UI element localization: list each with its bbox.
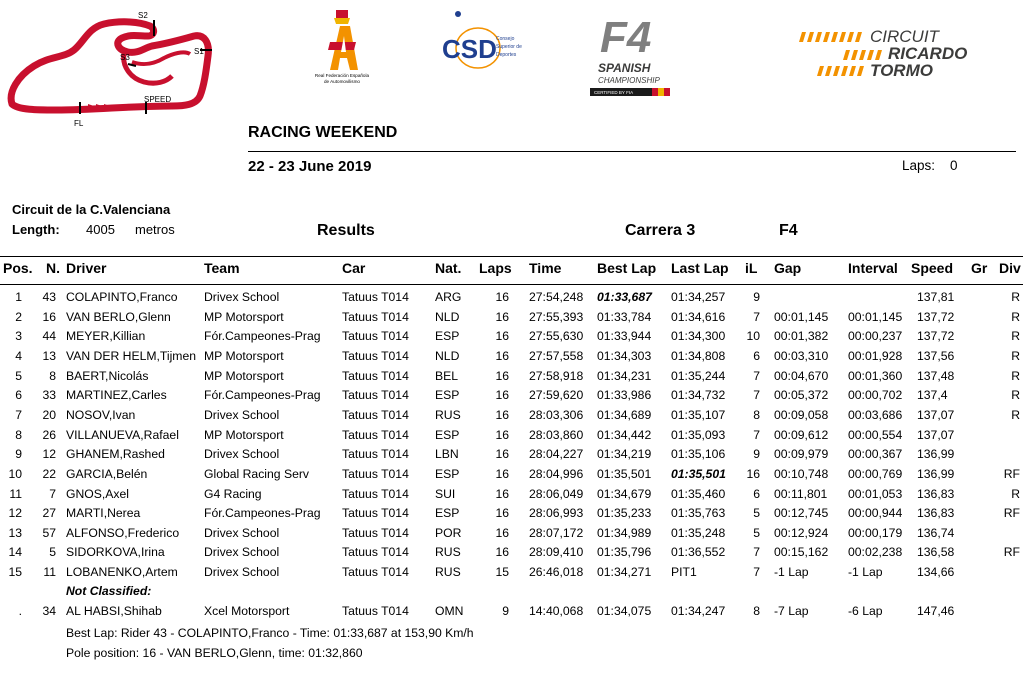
cell-time: 27:59,620	[529, 388, 584, 403]
cell-speed: 134,66	[917, 565, 955, 580]
rfea-logo-icon	[310, 8, 374, 84]
cell-nat: RUS	[435, 545, 461, 560]
cell-last-lap: 01:35,244	[671, 368, 726, 383]
cell-best-lap: 01:34,271	[597, 565, 652, 580]
cell-last-lap: 01:35,093	[671, 427, 726, 442]
cell-nat: RUS	[435, 407, 461, 422]
cell-time: 28:07,172	[529, 525, 584, 540]
cell-div: R	[1011, 368, 1020, 383]
cell-laps: 16	[495, 309, 509, 324]
cell-interval: -6 Lap	[848, 604, 883, 618]
cell-best-lap: 01:34,219	[597, 447, 652, 462]
cell-driver: AL HABSI,Shihab	[66, 604, 162, 618]
cell-car: Tatuus T014	[342, 427, 409, 442]
cell-il: 7	[753, 388, 760, 403]
cell-last-lap: 01:35,460	[671, 486, 726, 501]
cell-il: 6	[753, 348, 760, 363]
cell-num: 43	[42, 290, 56, 304]
cell-team: Fór.Campeones-Prag	[204, 329, 321, 344]
cell-nat: OMN	[435, 604, 464, 618]
cell-time: 28:04,227	[529, 447, 584, 462]
cell-speed: 147,46	[917, 604, 955, 618]
cell-time: 27:54,248	[529, 290, 584, 304]
cell-best-lap: 01:34,231	[597, 368, 652, 383]
cell-gap: -1 Lap	[774, 565, 809, 580]
cell-num: 11	[43, 565, 56, 580]
length-value: 4005	[86, 222, 115, 237]
csd-letters: CSD	[442, 34, 497, 64]
col-gap: Gap	[774, 260, 802, 276]
f4-mark: F4	[600, 13, 652, 62]
cell-interval: 00:01,053	[848, 486, 903, 501]
cell-num: 12	[42, 447, 56, 462]
sector-3-label: S3	[120, 53, 130, 62]
cell-team: MP Motorsport	[204, 309, 284, 324]
col-div: Div	[999, 260, 1021, 276]
cell-last-lap: 01:34,247	[671, 604, 726, 618]
ricardo-word: RICARDO	[888, 44, 968, 63]
cell-time: 26:46,018	[529, 565, 584, 580]
cell-pos: 2	[15, 309, 22, 324]
cell-laps: 16	[495, 329, 509, 344]
cell-laps: 16	[495, 348, 509, 363]
cell-interval: 00:00,944	[848, 506, 903, 521]
cell-team: Drivex School	[204, 525, 280, 540]
cell-laps: 16	[495, 407, 509, 422]
cell-team: Drivex School	[204, 565, 280, 580]
cell-driver: VAN BERLO,Glenn	[66, 309, 171, 324]
cell-car: Tatuus T014	[342, 545, 409, 560]
sector-2-label: S2	[138, 11, 148, 20]
cell-interval: 00:01,145	[848, 309, 903, 324]
cell-il: 8	[753, 407, 760, 422]
category-name: F4	[779, 222, 798, 239]
cell-gap: 00:03,310	[774, 348, 829, 363]
col-num: N.	[46, 260, 60, 276]
cell-il: 10	[746, 329, 760, 344]
cell-last-lap: 01:34,808	[671, 348, 726, 363]
csd-logo-icon	[440, 10, 530, 72]
cell-team: Xcel Motorsport	[204, 604, 290, 618]
cell-interval: 00:00,769	[848, 466, 903, 481]
cell-driver: ALFONSO,Frederico	[66, 525, 180, 540]
col-time: Time	[529, 260, 562, 276]
cell-nat: LBN	[435, 447, 459, 462]
cell-il: 7	[753, 565, 760, 580]
cell-div: RF	[1003, 506, 1020, 521]
col-laps: Laps	[479, 260, 512, 276]
cell-pos: 9	[15, 447, 22, 462]
cell-laps: 16	[495, 545, 509, 560]
cell-pos: 15	[8, 565, 22, 580]
col-team: Team	[204, 260, 240, 276]
cell-num: 8	[49, 368, 56, 383]
circuit-name: Circuit de la C.Valenciana	[12, 202, 171, 217]
cell-team: MP Motorsport	[204, 427, 284, 442]
cell-nat: SUI	[435, 486, 456, 501]
cell-num: 57	[42, 525, 56, 540]
cell-speed: 137,07	[917, 407, 955, 422]
cell-driver: GHANEM,Rashed	[66, 447, 165, 462]
cell-driver: MARTINEZ,Carles	[66, 388, 167, 403]
cell-car: Tatuus T014	[342, 348, 409, 363]
cell-time: 27:57,558	[529, 348, 584, 363]
col-last-lap: Last Lap	[671, 260, 729, 276]
col-best-lap: Best Lap	[597, 260, 657, 276]
cell-nat: ESP	[435, 388, 460, 403]
cell-gap: 00:09,612	[774, 427, 829, 442]
cell-gap: 00:01,382	[774, 329, 829, 344]
cell-car: Tatuus T014	[342, 290, 409, 304]
f4-spanish-championship-logo-icon	[586, 6, 694, 100]
cell-div: RF	[1003, 466, 1020, 481]
circuit-word: CIRCUIT	[870, 27, 939, 46]
cell-time: 27:58,918	[529, 368, 584, 383]
cell-best-lap: 01:35,796	[597, 545, 652, 560]
cell-interval: 00:02,238	[848, 545, 903, 560]
best-lap-note: Best Lap: Rider 43 - COLAPINTO,Franco - Time: 01:33,687 at 153,90 Km/h	[66, 626, 474, 640]
cell-pos: 8	[15, 427, 22, 442]
cell-time: 27:55,630	[529, 329, 584, 344]
cell-best-lap: 01:33,687	[597, 290, 652, 304]
cell-last-lap: PIT1	[671, 565, 697, 580]
cell-interval: 00:00,367	[848, 447, 903, 462]
cell-pos: 14	[8, 545, 22, 560]
cell-driver: GARCIA,Belén	[66, 466, 148, 481]
cell-nat: BEL	[435, 368, 459, 383]
cell-nat: POR	[435, 525, 462, 540]
cell-driver: MEYER,Killian	[66, 329, 146, 344]
cell-il: 8	[753, 604, 760, 618]
cell-nat: ARG	[435, 290, 462, 304]
cell-car: Tatuus T014	[342, 565, 409, 580]
cell-last-lap: 01:34,300	[671, 329, 726, 344]
cell-nat: RUS	[435, 565, 461, 580]
rfea-caption-1: Real Federación Española	[314, 73, 370, 78]
cell-gap: 00:11,801	[774, 486, 828, 501]
cell-team: Fór.Campeones-Prag	[204, 506, 321, 521]
cell-best-lap: 01:35,501	[597, 466, 652, 481]
laps-value: 0	[950, 158, 958, 173]
cell-last-lap: 01:34,732	[671, 388, 726, 403]
circuit-ricardo-tormo-logo-icon	[796, 24, 1010, 80]
cell-num: 44	[42, 329, 56, 344]
length-label: Length:	[12, 222, 60, 237]
cell-best-lap: 01:34,989	[597, 525, 652, 540]
cell-speed: 137,81	[917, 290, 955, 304]
cell-car: Tatuus T014	[342, 368, 409, 383]
cell-laps: 16	[495, 447, 509, 462]
cell-car: Tatuus T014	[342, 466, 409, 481]
cell-car: Tatuus T014	[342, 486, 409, 501]
cell-num: 13	[42, 348, 56, 363]
sector-1-label: S1	[194, 47, 204, 56]
cell-laps: 16	[495, 368, 509, 383]
cell-speed: 136,83	[917, 486, 955, 501]
cell-il: 5	[753, 525, 760, 540]
f4-certified: CERTIFIED BY FIA	[594, 90, 634, 95]
cell-time: 27:55,393	[529, 309, 584, 324]
cell-speed: 136,99	[917, 466, 955, 481]
cell-num: 34	[42, 604, 56, 618]
cell-pos: 3	[15, 329, 22, 344]
cell-num: 20	[42, 407, 56, 422]
cell-laps: 16	[495, 427, 509, 442]
results-title: Results	[317, 222, 375, 239]
cell-div: R	[1011, 486, 1020, 501]
col-gr: Gr	[971, 260, 988, 276]
cell-pos: 5	[15, 368, 22, 383]
col-pos: Pos.	[3, 260, 33, 276]
cell-speed: 136,99	[917, 447, 955, 462]
race-name: Carrera 3	[625, 222, 696, 239]
cell-time: 28:03,860	[529, 427, 584, 442]
cell-div: R	[1011, 407, 1020, 422]
csd-caption-2: Superior de	[496, 44, 522, 50]
cell-gap: 00:09,979	[774, 447, 829, 462]
cell-best-lap: 01:33,986	[597, 388, 652, 403]
cell-last-lap: 01:35,107	[671, 407, 726, 422]
cell-last-lap: 01:35,763	[671, 506, 726, 521]
cell-div: R	[1011, 309, 1020, 324]
cell-num: 7	[49, 486, 56, 501]
f4-championship: CHAMPIONSHIP	[598, 76, 660, 85]
cell-best-lap: 01:34,303	[597, 348, 652, 363]
cell-speed: 137,72	[917, 329, 955, 344]
cell-interval: 00:00,179	[848, 525, 903, 540]
csd-caption-1: Consejo	[496, 36, 515, 42]
cell-div: R	[1011, 388, 1020, 403]
cell-pos: 6	[15, 388, 22, 403]
rfea-caption-2: de Automovilismo	[323, 79, 361, 84]
cell-speed: 136,83	[917, 506, 955, 521]
cell-team: MP Motorsport	[204, 348, 284, 363]
cell-team: Fór.Campeones-Prag	[204, 388, 321, 403]
cell-il: 9	[753, 447, 760, 462]
cell-car: Tatuus T014	[342, 407, 409, 422]
f4-spanish: SPANISH	[598, 61, 651, 75]
cell-last-lap: 01:35,106	[671, 447, 726, 462]
cell-pos: .	[18, 604, 22, 618]
col-speed: Speed	[911, 260, 954, 276]
cell-num: 22	[42, 466, 56, 481]
cell-speed: 137,07	[917, 427, 955, 442]
cell-laps: 16	[495, 290, 509, 304]
cell-il: 7	[753, 368, 760, 383]
cell-time: 28:04,996	[529, 466, 584, 481]
cell-last-lap: 01:34,257	[671, 290, 726, 304]
cell-team: Drivex School	[204, 407, 280, 422]
cell-team: Drivex School	[204, 545, 280, 560]
cell-driver: VAN DER HELM,Tijmen	[66, 348, 197, 363]
cell-driver: GNOS,Axel	[66, 486, 129, 501]
cell-best-lap: 01:33,944	[597, 329, 652, 344]
cell-gap: 00:12,745	[774, 506, 829, 521]
cell-speed: 137,72	[917, 309, 955, 324]
tormo-word: TORMO	[870, 61, 933, 80]
cell-time: 28:06,993	[529, 506, 584, 521]
cell-team: Drivex School	[204, 447, 280, 462]
col-driver: Driver	[66, 260, 107, 276]
cell-div: R	[1011, 290, 1020, 304]
cell-interval: 00:00,702	[848, 388, 903, 403]
cell-time: 28:09,410	[529, 545, 584, 560]
cell-nat: ESP	[435, 427, 460, 442]
cell-last-lap: 01:35,248	[671, 525, 726, 540]
col-car: Car	[342, 260, 366, 276]
cell-driver: VILLANUEVA,Rafael	[66, 427, 179, 442]
length-unit: metros	[135, 222, 175, 237]
cell-interval: 00:01,360	[848, 368, 903, 383]
cell-best-lap: 01:34,075	[597, 604, 652, 618]
cell-gap: 00:15,162	[774, 545, 829, 560]
cell-il: 7	[753, 427, 760, 442]
cell-speed: 137,48	[917, 368, 955, 383]
cell-car: Tatuus T014	[342, 329, 409, 344]
cell-driver: COLAPINTO,Franco	[66, 290, 178, 304]
cell-laps: 16	[495, 388, 509, 403]
cell-speed: 137,56	[917, 348, 955, 363]
cell-driver: MARTI,Nerea	[66, 506, 141, 521]
cell-nat: ESP	[435, 506, 460, 521]
cell-time: 28:06,049	[529, 486, 584, 501]
cell-div: R	[1011, 329, 1020, 344]
cell-nat: ESP	[435, 466, 460, 481]
speed-trap-label: SPEED	[144, 95, 172, 104]
cell-speed: 137,4	[917, 388, 948, 403]
cell-num: 27	[42, 506, 56, 521]
cell-driver: LOBANENKO,Artem	[66, 565, 178, 580]
cell-laps: 15	[495, 565, 509, 580]
cell-car: Tatuus T014	[342, 604, 409, 618]
cell-best-lap: 01:35,233	[597, 506, 652, 521]
cell-gap: 00:09,058	[774, 407, 829, 422]
cell-speed: 136,58	[917, 545, 955, 560]
cell-car: Tatuus T014	[342, 388, 409, 403]
cell-laps: 16	[495, 486, 509, 501]
cell-interval: 00:01,928	[848, 348, 903, 363]
cell-pos: 10	[8, 466, 22, 481]
cell-interval: 00:00,237	[848, 329, 903, 344]
cell-best-lap: 01:34,442	[597, 427, 652, 442]
cell-gap: 00:12,924	[774, 525, 829, 540]
cell-div: RF	[1003, 545, 1020, 560]
cell-driver: SIDORKOVA,Irina	[66, 545, 165, 560]
cell-team: Drivex School	[204, 290, 280, 304]
col-interval: Interval	[848, 260, 898, 276]
cell-interval: 00:03,686	[848, 407, 903, 422]
header-divider	[248, 151, 1016, 152]
cell-nat: NLD	[435, 348, 460, 363]
cell-last-lap: 01:34,616	[671, 309, 726, 324]
cell-il: 6	[753, 486, 760, 501]
csd-caption-3: Deportes	[496, 52, 517, 58]
cell-gap: 00:04,670	[774, 368, 829, 383]
cell-pos: 7	[15, 407, 22, 422]
cell-num: 5	[49, 545, 56, 560]
not-classified-label: Not Classified:	[66, 584, 152, 598]
track-map-icon	[4, 6, 218, 130]
cell-car: Tatuus T014	[342, 506, 409, 521]
table-header-border	[0, 284, 1023, 285]
cell-pos: 13	[8, 525, 22, 540]
cell-laps: 16	[495, 466, 509, 481]
cell-il: 5	[753, 506, 760, 521]
cell-gap: 00:05,372	[774, 388, 829, 403]
cell-team: Global Racing Serv	[204, 466, 309, 481]
laps-label: Laps:	[902, 158, 936, 173]
cell-time: 28:03,306	[529, 407, 584, 422]
cell-driver: NOSOV,Ivan	[66, 407, 136, 422]
cell-interval: 00:00,554	[848, 427, 903, 442]
cell-best-lap: 01:33,784	[597, 309, 652, 324]
cell-car: Tatuus T014	[342, 525, 409, 540]
cell-pos: 11	[9, 486, 22, 501]
cell-nat: ESP	[435, 329, 460, 344]
cell-best-lap: 01:34,679	[597, 486, 652, 501]
cell-best-lap: 01:34,689	[597, 407, 652, 422]
cell-last-lap: 01:36,552	[671, 545, 726, 560]
cell-team: MP Motorsport	[204, 368, 284, 383]
cell-driver: BAERT,Nicolás	[66, 368, 149, 383]
event-dates: 22 - 23 June 2019	[248, 158, 372, 175]
cell-last-lap: 01:35,501	[671, 466, 726, 481]
cell-gap: 00:01,145	[774, 309, 829, 324]
cell-car: Tatuus T014	[342, 309, 409, 324]
cell-interval: -1 Lap	[848, 565, 883, 580]
cell-car: Tatuus T014	[342, 447, 409, 462]
cell-num: 33	[42, 388, 56, 403]
cell-pos: 12	[8, 506, 22, 521]
cell-num: 16	[42, 309, 56, 324]
table-top-border	[0, 256, 1023, 257]
cell-nat: NLD	[435, 309, 460, 324]
pole-position-note: Pole position: 16 - VAN BERLO,Glenn, time: 01:32,860	[66, 646, 363, 660]
cell-div: R	[1011, 348, 1020, 363]
col-il: iL	[745, 260, 758, 276]
cell-pos: 4	[15, 348, 22, 363]
cell-num: 26	[42, 427, 56, 442]
event-title: RACING WEEKEND	[248, 124, 398, 141]
cell-il: 7	[753, 309, 760, 324]
cell-il: 16	[746, 466, 760, 481]
cell-pos: 1	[15, 290, 22, 304]
cell-laps: 16	[495, 525, 509, 540]
cell-gap: -7 Lap	[774, 604, 809, 618]
cell-laps: 9	[502, 604, 509, 618]
cell-laps: 16	[495, 506, 509, 521]
cell-gap: 00:10,748	[774, 466, 829, 481]
cell-time: 14:40,068	[529, 604, 584, 618]
col-nat: Nat.	[435, 260, 462, 276]
cell-team: G4 Racing	[204, 486, 262, 501]
cell-il: 9	[753, 290, 760, 304]
finish-line-label: FL	[74, 119, 84, 128]
cell-il: 7	[753, 545, 760, 560]
cell-speed: 136,74	[917, 525, 955, 540]
